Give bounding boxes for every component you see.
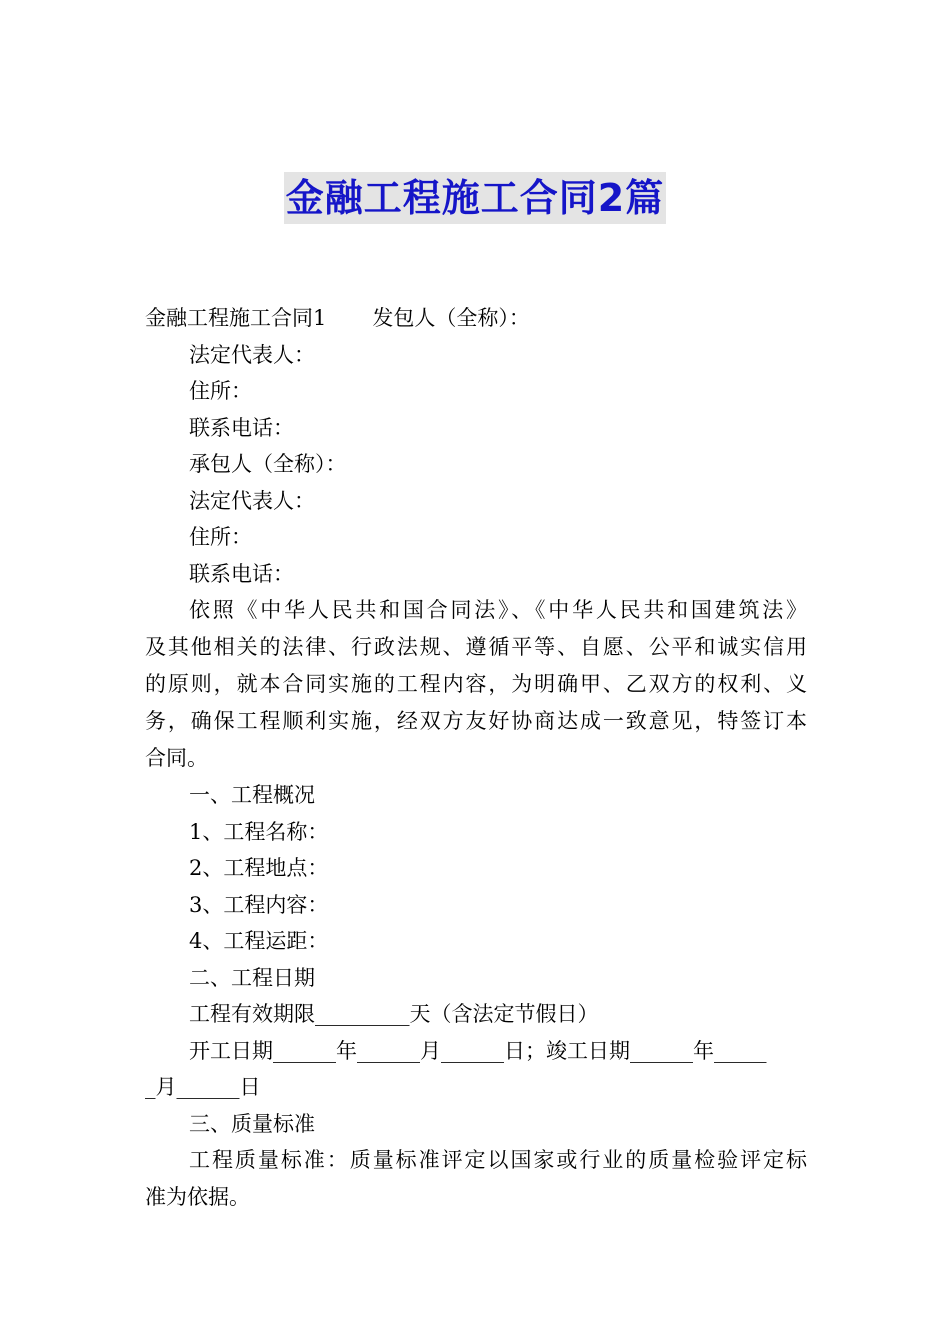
document-title: 金融工程施工合同2篇 [284,172,666,224]
project-content: 3、工程内容： [189,892,329,917]
employer-address: 住所： [189,379,252,403]
contractor-phone: 联系电话： [189,561,294,586]
contract-subtitle: 金融工程施工合同1 [145,306,327,330]
section-2-heading: 二、工程日期 [189,965,315,990]
project-location: 2、工程地点： [189,856,329,880]
contractor-legal-rep: 法定代表人： [189,488,315,513]
contractor-address: 住所： [189,525,252,549]
start-end-dates-line-1: 开工日期______年______月______日；竣工日期______年_____ [189,1038,767,1063]
preamble-line-5: 合同。 [145,746,208,770]
preamble-line-1: 依照《中华人民共和国合同法》、《中华人民共和国建筑法》 [189,598,807,622]
section-3-heading: 三、质量标准 [189,1111,315,1136]
title-container [0,172,950,224]
section-1-heading: 一、工程概况 [189,783,315,807]
start-end-dates-line-2: _月______日 [145,1075,261,1099]
employer-label: 发包人（全称）： [372,306,530,330]
project-name: 1、工程名称： [189,819,329,844]
quality-standard-line-1: 工程质量标准：质量标准评定以国家或行业的质量检验评定标 [189,1148,807,1172]
preamble-line-3: 的原则，就本合同实施的工程内容，为明确甲、乙双方的权利、义 [145,672,807,696]
contractor-label: 承包人（全称）： [189,452,347,476]
quality-standard-line-2: 准为依据。 [145,1184,250,1209]
preamble-line-4: 务，确保工程顺利实施，经双方友好协商达成一致意见，特签订本 [145,709,807,733]
preamble-paragraph [145,592,807,777]
preamble-line-2: 及其他相关的法律、行政法规、遵循平等、自愿、公平和诚实信用 [145,635,807,659]
project-haul-distance: 4、工程运距： [189,929,329,953]
document-body [145,300,807,1215]
line-contract-heading-employer [145,300,807,337]
employer-phone: 联系电话： [189,415,294,440]
project-validity-period: 工程有效期限_________天（含法定节假日） [189,1002,599,1026]
employer-legal-rep: 法定代表人： [189,342,315,367]
